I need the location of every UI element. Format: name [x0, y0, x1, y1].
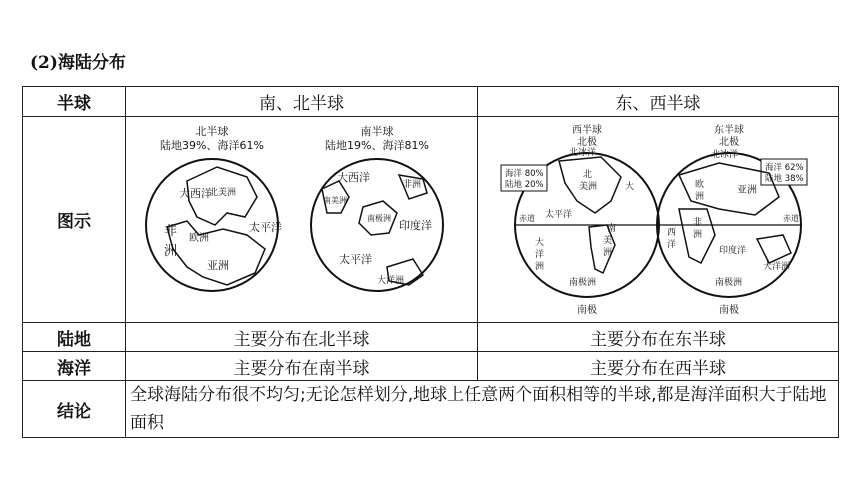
south-title: 南半球 [360, 125, 393, 138]
east-ratio-land: 陆地 38% [764, 174, 804, 184]
header-hemisphere: 半球 [23, 87, 126, 117]
header-east-west: 东、西半球 [478, 87, 839, 117]
north-label-africa-2: 洲 [163, 244, 177, 259]
north-ratio: 陆地39%、海洋61% [159, 139, 264, 152]
east-label-africa-2: 洲 [692, 230, 702, 240]
ocean-row [23, 352, 839, 381]
east-west-hemispheres-figure [479, 117, 838, 317]
land-row [23, 323, 839, 352]
south-label-indian: 印度洋 [398, 219, 432, 232]
south-label-atlantic: 大西洋 [336, 171, 370, 184]
south-label-samerica: 南美洲 [322, 196, 347, 205]
east-label-asia: 亚洲 [736, 185, 757, 196]
west-label-big-2: 洋 [534, 250, 544, 260]
south-label-africa: 非洲 [402, 180, 421, 190]
east-title: 东半球 [713, 125, 744, 136]
north-label-namerica: 北美洲 [208, 188, 236, 198]
east-label-indian: 印度洋 [718, 246, 746, 256]
west-label-antarctica: 南极洲 [568, 278, 596, 288]
west-pole-s: 南极 [576, 305, 597, 316]
land-sea-table [22, 86, 839, 438]
east-label-europe-2: 洲 [694, 192, 704, 202]
east-label-west-1: 西 [666, 228, 676, 238]
west-label-big-3: 洲 [534, 262, 544, 272]
east-pole-n: 北极 [718, 137, 739, 148]
west-pole-n: 北极 [576, 137, 597, 148]
west-label-na-1: 北 [582, 170, 592, 180]
north-title: 北半球 [195, 125, 228, 138]
west-ratio-land: 陆地 20% [504, 180, 544, 190]
north-south-hemispheres-figure [127, 117, 477, 317]
row-label-figure: 图示 [23, 117, 126, 323]
east-west-figure-cell [478, 117, 839, 323]
west-label-sa-2: 美 [602, 236, 612, 246]
row-label-conclusion: 结论 [23, 381, 126, 438]
north-label-asia: 亚洲 [206, 259, 229, 272]
west-label-equator: 赤道 [518, 214, 535, 223]
east-label-arctic: 北冰洋 [710, 150, 738, 160]
south-label-oceania: 大洋洲 [376, 276, 404, 286]
south-label-pacific: 太平洋 [338, 253, 372, 266]
ocean-north-south: 主要分布在南半球 [126, 352, 478, 381]
east-label-oceania: 大洋洲 [762, 262, 790, 272]
west-label-arctic: 北冰洋 [568, 148, 596, 158]
header-north-south: 南、北半球 [126, 87, 478, 117]
east-ratio-ocean: 海洋 62% [764, 163, 804, 173]
conclusion-text: 全球海陆分布很不均匀;无论怎样划分,地球上任意两个面积相等的半球,都是海洋面积大于陆地面积 [126, 381, 839, 438]
west-label-sa-1: 南 [606, 224, 616, 234]
east-label-europe-1: 欧 [694, 180, 704, 190]
row-label-land: 陆地 [23, 323, 126, 352]
west-label-sa-3: 洲 [602, 248, 612, 258]
north-label-atlantic: 大西洋 [178, 187, 212, 200]
west-label-atl-1: 大 [624, 182, 634, 192]
oceania-east-shape [757, 235, 791, 263]
conclusion-row [23, 381, 839, 438]
row-label-ocean: 海洋 [23, 352, 126, 381]
north-label-pacific: 太平洋 [248, 221, 282, 234]
east-label-equator: 赤道 [782, 214, 799, 223]
south-ratio: 陆地19%、海洋81% [324, 139, 429, 152]
west-title: 西半球 [571, 125, 602, 136]
south-label-antarctica: 南极洲 [366, 214, 391, 223]
west-label-na-2: 美洲 [578, 182, 597, 192]
north-south-figure-cell [126, 117, 478, 323]
west-label-pacific: 太平洋 [544, 210, 572, 220]
land-east-west: 主要分布在东半球 [478, 323, 839, 352]
north-label-africa-1: 非 [163, 224, 177, 239]
land-north-south: 主要分布在北半球 [126, 323, 478, 352]
figure-row [23, 117, 839, 323]
north-label-europe: 欧洲 [188, 233, 209, 244]
east-label-antarctica: 南极洲 [714, 278, 742, 288]
east-pole-s: 南极 [718, 305, 739, 316]
east-label-africa-1: 非 [692, 218, 702, 228]
ocean-east-west: 主要分布在西半球 [478, 352, 839, 381]
header-row [23, 87, 839, 117]
west-label-big-1: 大 [534, 238, 544, 248]
section-title: (2)海陆分布 [30, 53, 126, 73]
west-ratio-ocean: 海洋 80% [504, 169, 544, 179]
east-label-west-2: 洋 [666, 240, 676, 250]
